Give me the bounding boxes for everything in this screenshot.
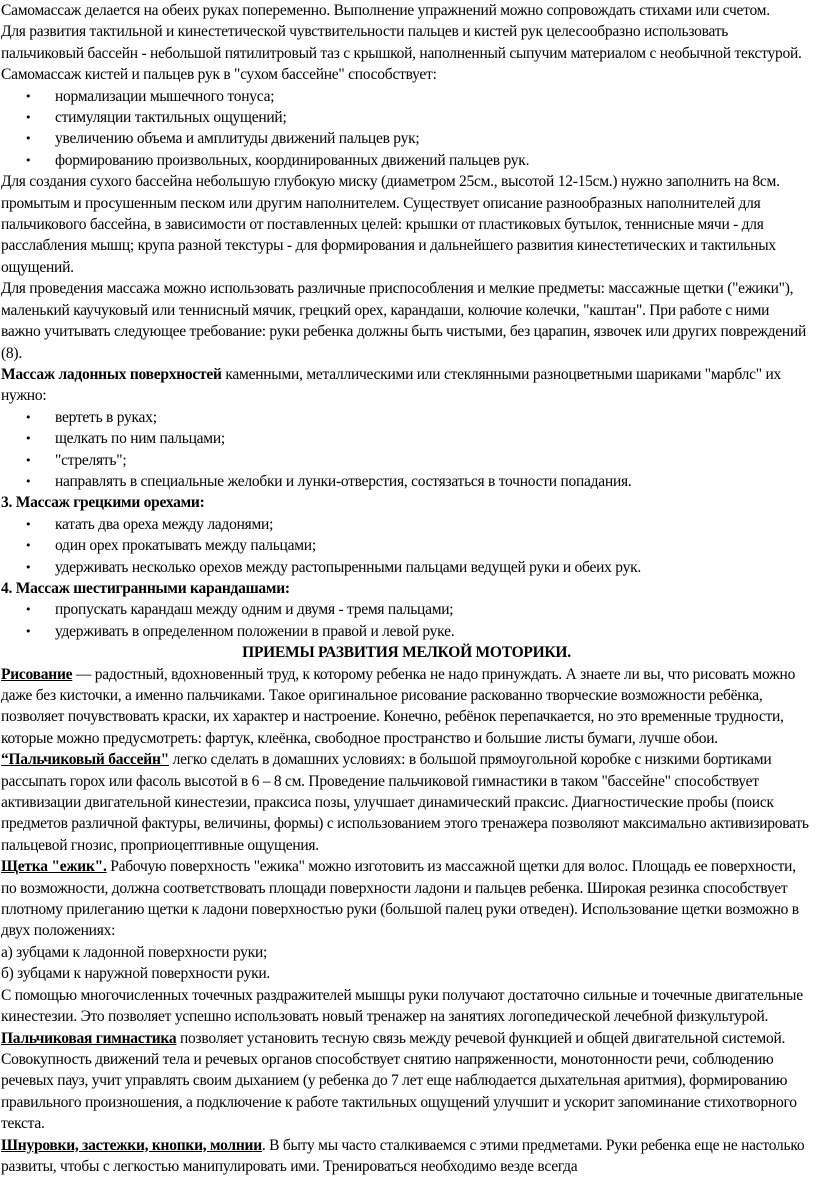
- list-item: • один орех прокатывать между пальцами;: [55, 535, 812, 556]
- heading-pencil-massage: 4. Массаж шестигранными карандашами:: [1, 579, 290, 597]
- list-item: • стимуляции тактильных ощущений;: [55, 107, 812, 128]
- list-pencils: [1, 599, 812, 642]
- finger-pool-term: “Пальчиковый бассейн": [1, 751, 169, 769]
- list-item: • вертеть в руках;: [55, 407, 812, 428]
- gymnastics-term: Пальчиковая гимнастика: [1, 1029, 177, 1047]
- paragraph-drawing: [1, 664, 812, 750]
- paragraph-finger-pool: Для развития тактильной и кинестетической чувствительности пальцев и кистей рук целесообразно использовать пальчиковый бассейн - небольшой пятилитровый таз с крышкой, наполненный сыпучим материалом с необычной текстурой.: [1, 23, 802, 62]
- section-title: ПРИЕМЫ РАЗВИТИЯ МЕЛКОЙ МОТОРИКИ.: [242, 644, 571, 662]
- laces-term: Шнуровки, застежки, кнопки, молнии: [1, 1136, 262, 1154]
- palm-massage-text: каменными, металлическими или стеклянными разноцветными шариками "марблс" их нужно:: [1, 365, 782, 405]
- list-item: • удерживать в определенном положении в правой и левой руке.: [55, 621, 812, 642]
- list-item: • пропускать карандаш между одним и двумя - тремя пальцами;: [55, 599, 812, 620]
- paragraph-palm-massage: [1, 364, 812, 407]
- paragraph-dry-pool-intro: Самомассаж кистей и пальцев рук в "сухом бассейне" способствует:: [1, 66, 437, 84]
- heading-walnut-massage: 3. Массаж грецкими орехами:: [1, 494, 205, 512]
- paragraph-finger-gymnastics: [1, 1028, 812, 1135]
- paragraph-point-stimuli: С помощью многочисленных точечных раздражителей мышцы руки получают достаточно сильные и точечные двигательные кинестезии. Это позволяет успешно использовать новый тренажер на занятиях логопедической лечебной физкультурой.: [1, 986, 803, 1026]
- list-item: • катать два ореха между ладонями;: [55, 514, 812, 535]
- paragraph-massage-tools: Для проведения массажа можно использовать различные приспособления и мелкие предметы: массажные щетки ("ежики"), маленький каучуковый или теннисный мячик, грецкий орех, карандаши, колючие колечки, "каштан". При работе с ними важно учитывать следующее требование: руки ребенка должны быть чистыми, без царапин, язвочек или других повреждений (8).: [1, 280, 807, 362]
- paragraph-dry-pool-creation: Для создания сухого бассейна небольшую глубокую миску (диаметром 25см., высотой 12-15см.) нужно заполнить на 8см. промытым и просушенным песком или другим наполнителем. Существует описание разнообразных наполнителей для пальчикового бассейна, в зависимости от поставленных целей: крышки от пластиковых бутылок, теннисные мячи - для расслабления мышц; крупа разной текстуры - для формирования и дальнейшего развития кинестетических и тактильных ощущений.: [1, 173, 780, 276]
- position-b: б) зубцами к наружной поверхности руки.: [1, 965, 271, 983]
- position-a: а) зубцами к ладонной поверхности руки;: [1, 943, 268, 961]
- list-item: • удерживать несколько орехов между растопыренными пальцами ведущей руки и обеих рук.: [55, 557, 812, 578]
- paragraph-hedgehog-brush: [1, 856, 812, 942]
- list-item: • формированию произвольных, координированных движений пальцев рук.: [55, 150, 812, 171]
- list-item: • нормализации мышечного тонуса;: [55, 86, 812, 107]
- list-marbles: [1, 407, 812, 493]
- list-walnuts: [1, 514, 812, 578]
- list-item: • "стрелять";: [55, 450, 812, 471]
- hedgehog-term: Щетка "ежик".: [1, 858, 107, 876]
- list-item: • щелкать по ним пальцами;: [55, 428, 812, 449]
- paragraph-self-massage: Самомассаж делается на обеих руках попеременно. Выполнение упражнений можно сопровождать стихами или счетом.: [1, 2, 770, 19]
- palm-massage-term: Массаж ладонных поверхностей: [1, 365, 222, 383]
- list-item: • направлять в специальные желобки и лунки-отверстия, состязаться в точности попадания.: [55, 471, 812, 492]
- list-dry-pool-benefits: [1, 86, 812, 172]
- paragraph-laces: [1, 1135, 812, 1178]
- drawing-term: Рисование: [1, 665, 73, 683]
- list-item: • увеличению объема и амплитуды движений пальцев рук;: [55, 128, 812, 149]
- drawing-text: — радостный, вдохновенный труд, к которому ребенка не надо принуждать. А знаете ли вы, что рисовать можно даже без кисточки, а именно пальчиками. Такое оригинальное рисование раскованно творческие возможности ребёнка, позволяет почувствовать краски, их характер и настроение. Конечно, ребёнок перепачкается, но это временные трудности, которые можно предусмотреть: фартук, клеёнка, свободное пространство и большие листы бумаги, лучше обои.: [1, 665, 796, 747]
- finger-pool-text: легко сделать в домашних условиях: в большой прямоугольной коробке с низкими бортиками рассыпать горох или фасоль высотой в 6 – 8 см. Проведение пальчиковой гимнастики в таком "бассейне" способствует активизации двигательной кинестезии, праксиса позы, улучшает динамический праксис. Диагностические пробы (поиск предметов различной фактуры, величины, формы) с использованием этого тренажера позволяют максимально активизировать пальцевой гнозис, проприоцептивные ощущения.: [1, 751, 809, 854]
- hedgehog-text: Рабочую поверхность "ежика" можно изготовить из массажной щетки для волос. Площадь ее поверхности, по возможности, должна соответствовать площади поверхности ладони и пальцев ребенка. Широкая резинка способствует плотному прилеганию щетки к ладони поверхностью руки (большой палец руки отведен). Использование щетки возможно в двух положениях:: [1, 858, 799, 940]
- paragraph-finger-pool-home: [1, 749, 812, 856]
- laces-text: . В быту мы часто сталкиваемся с этими предметами. Руки ребенка еще не настолько развиты, чтобы с легкостью манипулировать ими. Тренироваться необходимо везде всегда: [1, 1136, 805, 1175]
- gymnastics-text: позволяет установить тесную связь между речевой функцией и общей двигательной системой. Совокупность движений тела и речевых органов способствует снятию напряженности, монотонности речи, соблюдению речевых пауз, учит управлять своим дыханием (у ребенка до 7 лет еще наблюдается дыхательная аритмия), формированию правильного произношения, а подключение к работе тактильных ощущений улучшит и ускорит запоминание стихотворного текста.: [1, 1029, 797, 1133]
